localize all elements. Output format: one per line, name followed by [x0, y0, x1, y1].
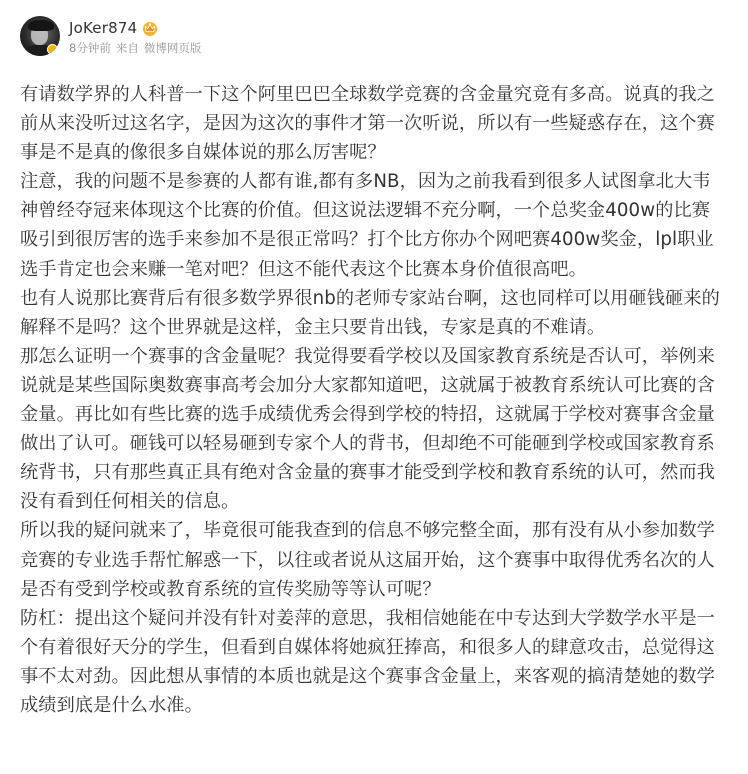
post-paragraph: 防杠：提出这个疑问并没有针对姜萍的意思，我相信她能在中专达到大学数学水平是一个有着很好天分的学生，但看到自媒体将她疯狂捧高，和很多人的肆意攻击，总觉得这事不太对劲。因此想从事情的本质也就是这个赛事含金量上，来客观的搞清楚她的数学成绩到底是什么水准。: [20, 607, 715, 716]
author-name[interactable]: JoKer874: [69, 18, 138, 37]
author-name-row: [69, 17, 201, 39]
post-paragraph: 所以我的疑问就来了，毕竟很可能我查到的信息不够完整全面，那有没有从小参加数学竞赛的专业选手帮忙解惑一下，以往或者说从这届开始，这个赛事中取得优秀名次的人是否有受到学校或教育系统的宣传奖励等等认可呢？: [20, 520, 715, 600]
author-meta: [69, 17, 201, 56]
verified-badge-icon: [47, 44, 58, 55]
post-time[interactable]: 8分钟前: [69, 40, 111, 55]
avatar[interactable]: [20, 16, 60, 56]
post-source-prefix: 来自: [115, 40, 139, 55]
post-source[interactable]: 微博网页版: [143, 40, 202, 55]
post-meta: [69, 40, 201, 56]
avatar-hair: [28, 20, 54, 31]
post-paragraph: 有请数学界的人科普一下这个阿里巴巴全球数学竞赛的含金量究竟有多高。说真的我之前从来没听过这名字，是因为这次的事件才第一次听说，所以有一些疑惑存在，这个赛事是不是真的像很多自媒体说的那么厉害呢？: [20, 84, 715, 164]
crown-icon[interactable]: [141, 20, 159, 36]
post-paragraph: 注意，我的问题不是参赛的人都有谁,都有多NB，因为之前我看到很多人试图拿北大韦神曾经夺冠来体现这个比赛的价值。但这说法逻辑不充分啊，一个总奖金400w的比赛吸引到很厉害的选手来参加不是很正常吗？打个比方你办个网吧赛400w奖金，lpl职业选手肯定也会来赚一笔对吧？但这不能代表这个比赛本身价值很高吧。: [20, 171, 714, 280]
post-header: [20, 14, 201, 58]
post-paragraph: 那怎么证明一个赛事的含金量呢？我觉得要看学校以及国家教育系统是否认可，举例来说就是某些国际奥数赛事高考会加分大家都知道吧，这就属于被教育系统认可比赛的含金量。再比如有些比赛的选手成绩优秀会得到学校的特招，这就属于学校对赛事含金量做出了认可。砸钱可以轻易砸到专家个人的背书，但却绝不可能砸到学校或国家教育系统背书，只有那些真正具有绝对含金量的赛事才能受到学校和教育系统的认可，然而我没有看到任何相关的信息。: [20, 345, 715, 513]
post-body: [20, 80, 728, 720]
post-paragraph: 也有人说那比赛背后有很多数学界很nb的老师专家站台啊，这也同样可以用砸钱砸来的解释不是吗？这个世界就是这样，金主只要肯出钱，专家是真的不难请。: [20, 287, 720, 338]
